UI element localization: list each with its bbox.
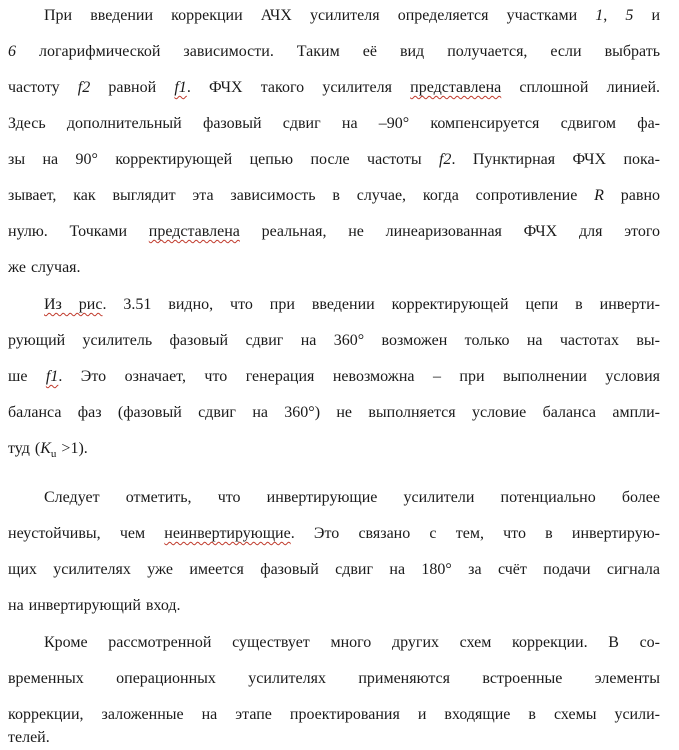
text-line (44, 632, 660, 654)
text-run: Кроме рассмотренной существует много других схем коррекции. В со- (44, 634, 660, 651)
text-line (8, 402, 660, 424)
figure-reference: Из рис (44, 296, 103, 313)
text-line (8, 668, 660, 690)
text-line (8, 704, 660, 726)
text-run: зывает, как выглядит эта зависимость в случае, когда сопротивление (8, 187, 595, 204)
text-line (44, 5, 660, 27)
text-line (44, 294, 660, 316)
text-line (8, 727, 660, 749)
text-line (8, 366, 660, 388)
text-run: и (633, 7, 661, 24)
text-run: рующий усилитель фазовый сдвиг на 360° возможен только на частотах вы- (8, 332, 660, 349)
text-run: . 3.51 видно, что при введении корректирующей цепи в инверти- (102, 296, 660, 313)
text-line (8, 257, 660, 279)
text-run: ше (8, 368, 46, 385)
text-run: При введении коррекции АЧХ усилителя определяется участками (44, 7, 596, 24)
text-line (8, 595, 660, 617)
text-run: равно (603, 187, 661, 204)
text-line (8, 523, 660, 545)
text-line (8, 113, 660, 135)
text-run: туд ( (8, 440, 41, 457)
frequency-symbol: f1 (174, 79, 187, 96)
text-line (44, 487, 660, 509)
spellcheck-word: представлена (148, 223, 240, 240)
text-run: частоту (8, 79, 78, 96)
text-run: коррекции, заложенные на этапе проектирования и входящие в схемы усили- (8, 706, 660, 723)
frequency-symbol: f2 (438, 151, 452, 168)
spellcheck-word: представлена (410, 79, 502, 96)
text-run: временных операционных усилителях применяются встроенные элементы (8, 670, 660, 687)
text-run: сплошной линией. (501, 79, 661, 96)
text-run: логарифмической зависимости. Таким её вид получается, если выбрать (16, 43, 660, 60)
text-run: щих усилителях уже имеется фазовый сдвиг на 180° за счёт подачи сигнала (8, 561, 660, 578)
text-run: нулю. Точками (8, 223, 149, 240)
text-run: . Это связано с тем, что в инвертирую- (290, 525, 661, 542)
text-line (8, 41, 660, 63)
section-number: 6 (8, 43, 16, 60)
text-run: зы на 90° корректирующей цепью после частоты (8, 151, 439, 168)
text-run: реальная, не линеаризованная ФЧХ для этого (239, 223, 660, 240)
text-run: же случая. (8, 259, 81, 276)
text-run: . Это означает, что генерация невозможна – при выполнении условия (58, 368, 660, 385)
text-run: равной (90, 79, 175, 96)
section-number: 1 (595, 7, 604, 24)
gain-symbol: K (40, 440, 51, 457)
text-line (8, 559, 660, 581)
text-line (8, 438, 660, 460)
text-run: телей. (8, 729, 50, 746)
gain-subscript: u (50, 448, 57, 461)
text-line (8, 221, 660, 243)
text-run: . ФЧХ такого усилителя (186, 79, 411, 96)
text-run: , (603, 7, 626, 24)
text-run: на инвертирующий вход. (8, 597, 181, 614)
text-run: . Пунктирная ФЧХ пока- (451, 151, 660, 168)
text-line (8, 77, 660, 99)
resistance-symbol: R (594, 187, 604, 204)
text-run: Следует отметить, что инвертирующие усилители потенциально более (44, 489, 660, 506)
section-number: 5 (625, 7, 634, 24)
text-line (8, 330, 660, 352)
text-run: баланса фаз (фазовый сдвиг на 360°) не выполняется условие баланса ампли- (8, 404, 660, 421)
frequency-symbol: f2 (77, 79, 91, 96)
spellcheck-word: неинвертирующие (164, 525, 291, 542)
text-run: >1). (56, 440, 88, 457)
frequency-symbol: f1 (45, 368, 59, 385)
text-run: неустойчивы, чем (8, 525, 165, 542)
text-line (8, 149, 660, 171)
text-line (8, 185, 660, 207)
text-run: Здесь дополнительный фазовый сдвиг на –90° компенсируется сдвигом фа- (8, 115, 660, 132)
